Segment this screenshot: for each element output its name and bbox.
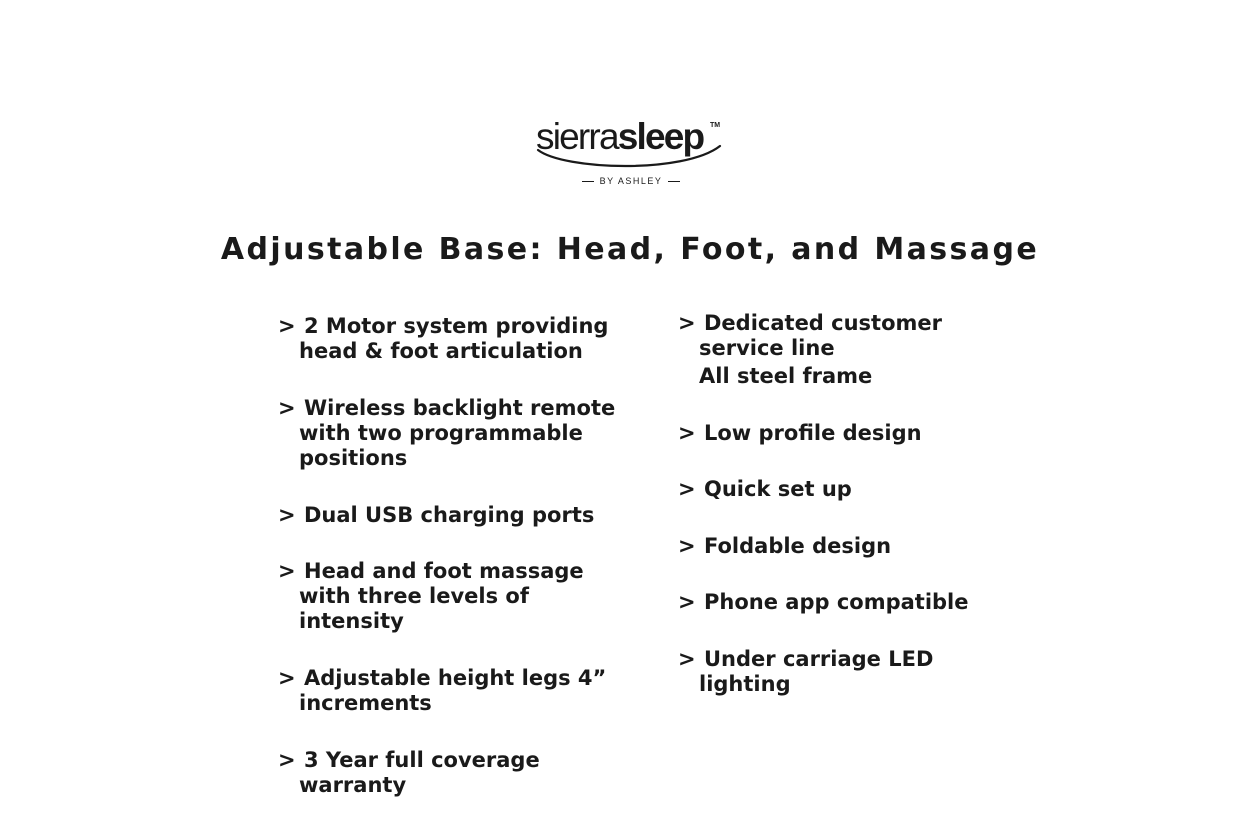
chevron-right-icon: > <box>278 748 296 772</box>
feature-text: 3 Year full coverage <box>304 748 540 772</box>
feature-item <box>278 666 606 716</box>
chevron-right-icon: > <box>678 421 696 445</box>
logo-swoosh-icon <box>534 136 726 172</box>
feature-item <box>678 477 852 502</box>
feature-item <box>678 647 933 697</box>
chevron-right-icon: > <box>278 314 296 338</box>
chevron-right-icon: > <box>278 396 296 420</box>
feature-item <box>678 590 969 615</box>
feature-text: service line <box>699 336 835 360</box>
chevron-right-icon: > <box>678 311 696 335</box>
feature-text: with two programmable <box>299 421 583 445</box>
feature-text: All steel frame <box>699 364 873 388</box>
logo-word-light: sierra <box>536 116 618 157</box>
chevron-right-icon: > <box>678 647 696 671</box>
page-heading: Adjustable Base: Head, Foot, and Massage <box>220 232 1040 267</box>
chevron-right-icon: > <box>278 666 296 690</box>
logo-byline <box>576 176 686 186</box>
feature-text: intensity <box>299 609 404 633</box>
feature-item <box>678 421 922 446</box>
feature-text: positions <box>299 446 408 470</box>
chevron-right-icon: > <box>678 477 696 501</box>
feature-text: with three levels of <box>299 584 529 608</box>
logo-trademark: TM <box>710 122 721 129</box>
feature-text: increments <box>299 691 432 715</box>
feature-text: head & foot articulation <box>299 339 583 363</box>
feature-text: Adjustable height legs 4” <box>304 666 607 690</box>
feature-text: Foldable design <box>704 534 892 558</box>
sierra-sleep-logo <box>534 118 726 190</box>
byline-text: BY ASHLEY <box>599 176 663 186</box>
feature-text: Under carriage LED <box>704 647 934 671</box>
feature-item <box>278 396 615 471</box>
chevron-right-icon: > <box>678 590 696 614</box>
feature-item <box>278 314 608 364</box>
feature-item <box>678 311 942 389</box>
feature-text: Low profile design <box>704 421 922 445</box>
feature-text: 2 Motor system providing <box>304 314 609 338</box>
feature-text: Phone app compatible <box>704 590 969 614</box>
feature-text: lighting <box>699 672 791 696</box>
feature-item <box>678 534 891 559</box>
feature-text: Quick set up <box>704 477 852 501</box>
feature-text: Dedicated customer <box>704 311 942 335</box>
logo-word-bold: sleep <box>617 116 704 157</box>
feature-item <box>278 559 584 634</box>
feature-text: Head and foot massage <box>304 559 584 583</box>
feature-text: Dual USB charging ports <box>304 503 595 527</box>
feature-text: Wireless backlight remote <box>304 396 616 420</box>
chevron-right-icon: > <box>278 503 296 527</box>
byline-rule-left <box>582 181 594 182</box>
feature-text: warranty <box>299 773 407 797</box>
byline-rule-right <box>668 181 680 182</box>
feature-item <box>278 503 594 528</box>
feature-item <box>278 748 540 798</box>
chevron-right-icon: > <box>278 559 296 583</box>
chevron-right-icon: > <box>678 534 696 558</box>
